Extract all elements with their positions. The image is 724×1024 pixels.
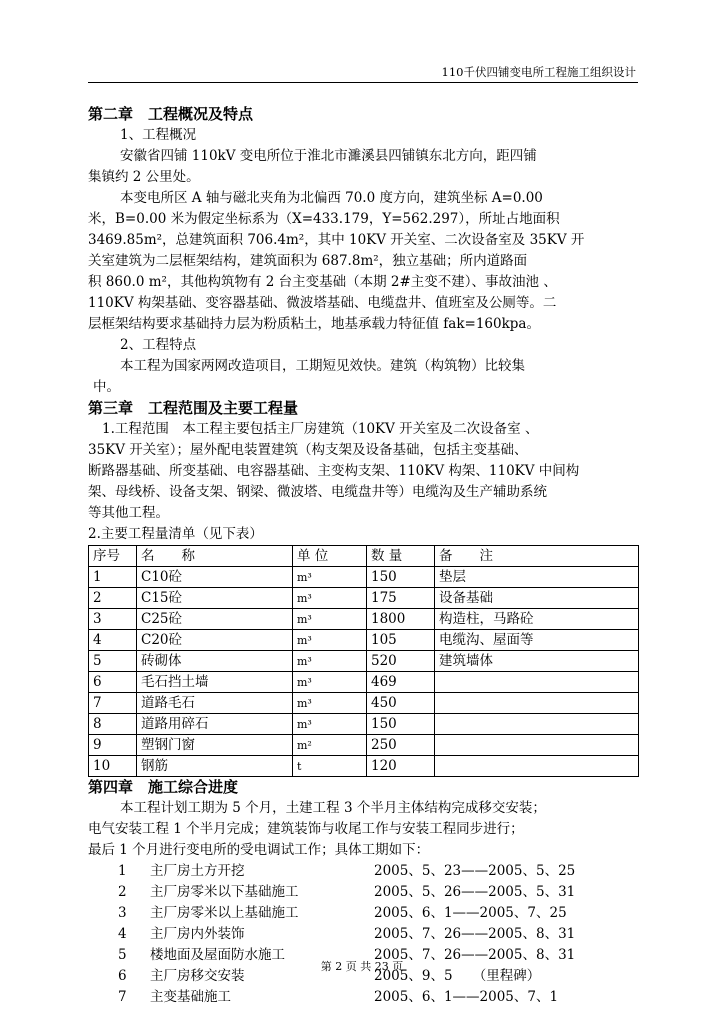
table-cell: m² <box>293 735 367 756</box>
paragraph-line: 安徽省四铺 110kV 变电所位于淮北市濉溪县四铺镇东北方向，距四铺 <box>120 148 537 164</box>
document-body <box>88 104 644 1008</box>
table-cell: 8 <box>89 714 137 735</box>
table-cell: m³ <box>293 609 367 630</box>
table-cell: 10 <box>89 756 137 777</box>
schedule-task: 主厂房移交安装 <box>150 968 245 984</box>
table-cell: 469 <box>367 672 435 693</box>
schedule-period: 2005、7、26——2005、8、31 <box>374 947 576 963</box>
table-cell <box>435 735 639 756</box>
table-cell: 建筑墙体 <box>435 651 639 672</box>
table-cell <box>435 672 639 693</box>
paragraph-line: 米，B=0.00 米为假定坐标系为（X=433.179，Y=562.297），所址占地面积 <box>88 211 560 227</box>
paragraph-line: 本工程计划工期为 5 个月，土建工程 3 个半月主体结构完成移交安装； <box>120 800 546 816</box>
schedule-number: 7 <box>118 989 127 1005</box>
table-cell: m³ <box>293 693 367 714</box>
table-header-cell: 名 称 <box>137 546 293 567</box>
table-row <box>89 609 639 630</box>
table-cell: 9 <box>89 735 137 756</box>
schedule-task: 主厂房内外装饰 <box>150 926 245 942</box>
paragraph-line: 断路器基础、所变基础、电容器基础、主变构支架、110KV 构架、110KV 中间构 <box>88 463 580 479</box>
chapter-2-heading: 第二章 工程概况及特点 <box>88 105 254 123</box>
table-header-cell: 单 位 <box>293 546 367 567</box>
table-cell: m³ <box>293 651 367 672</box>
schedule-item <box>88 903 644 924</box>
table-cell: 塑钢门窗 <box>137 735 293 756</box>
table-cell: 钢筋 <box>137 756 293 777</box>
paragraph-line: 积 860.0 m²，其他构筑物有 2 台主变基础（本期 2#主变不建）、事故油池 、 <box>88 274 557 290</box>
table-header-cell: 数 量 <box>367 546 435 567</box>
table-row <box>89 693 639 714</box>
table-header-cell: 序号 <box>89 546 137 567</box>
table-cell: 3 <box>89 609 137 630</box>
table-cell: m³ <box>293 714 367 735</box>
schedule-task: 主厂房零米以上基础施工 <box>150 905 299 921</box>
table-row <box>89 651 639 672</box>
paragraph-line: 中。 <box>93 379 120 395</box>
table-cell: 520 <box>367 651 435 672</box>
table-cell: 电缆沟、屋面等 <box>435 630 639 651</box>
schedule-period: 2005、6、1——2005、7、25 <box>374 905 567 921</box>
schedule-item <box>88 882 644 903</box>
schedule-period: 2005、6、1——2005、7、1 <box>374 989 559 1005</box>
schedule-period: 2005、5、26——2005、5、31 <box>374 884 576 900</box>
section-title: 2、工程特点 <box>120 337 197 353</box>
paragraph-line: 本工程为国家两网改造项目，工期短见效快。建筑（构筑物）比较集 <box>120 358 525 374</box>
table-cell: m³ <box>293 630 367 651</box>
paragraph-line: 35KV 开关室）；屋外配电装置建筑（构支架及设备基础，包括主变基础、 <box>88 442 528 458</box>
table-cell: C20砼 <box>137 630 293 651</box>
table-cell <box>435 714 639 735</box>
table-cell: 4 <box>89 630 137 651</box>
table-cell <box>435 693 639 714</box>
schedule-period: 2005、7、26——2005、8、31 <box>374 926 576 942</box>
schedule-item <box>88 987 644 1008</box>
schedule-task: 楼地面及屋面防水施工 <box>150 947 285 963</box>
paragraph-line: 3469.85m²，总建筑面积 706.4m²，其中 10KV 开关室、二次设备室及 35KV 开 <box>88 232 585 248</box>
schedule-number: 1 <box>118 863 127 879</box>
chapter-3-heading: 第三章 工程范围及主要工程量 <box>88 399 299 417</box>
table-cell: C15砼 <box>137 588 293 609</box>
table-cell: 道路毛石 <box>137 693 293 714</box>
table-cell: 设备基础 <box>435 588 639 609</box>
table-cell: 1 <box>89 567 137 588</box>
table-row <box>89 714 639 735</box>
table-cell: 450 <box>367 693 435 714</box>
table-row <box>89 567 639 588</box>
paragraph-line: 层框架结构要求基础持力层为粉质粘土，地基承载力特征值 fak=160kpa。 <box>88 316 540 332</box>
paragraph-line: 本变电所区 A 轴与磁北夹角为北偏西 70.0 度方向，建筑坐标 A=0.00 <box>120 190 543 206</box>
table-cell: C25砼 <box>137 609 293 630</box>
paragraph-line: 110KV 构架基础、变容器基础、微波塔基础、电缆盘井、值班室及公厕等。二 <box>88 295 557 311</box>
schedule-number: 6 <box>118 968 127 984</box>
paragraph-line: 最后 1 个月进行变电所的受电调试工作；具体工期如下： <box>88 842 430 858</box>
schedule-number: 5 <box>118 947 127 963</box>
schedule-period: 2005、5、23——2005、5、25 <box>374 863 576 879</box>
table-cell: C10砼 <box>137 567 293 588</box>
table-row <box>89 672 639 693</box>
table-cell: m³ <box>293 672 367 693</box>
header-title: 110千伏四铺变电所工程施工组织设计 <box>441 65 636 79</box>
table-row <box>89 630 639 651</box>
table-cell: 175 <box>367 588 435 609</box>
page-number: 第 2 页 共 23 页 <box>320 960 404 973</box>
table-row <box>89 588 639 609</box>
table-cell: 6 <box>89 672 137 693</box>
table-row <box>89 756 639 777</box>
table-cell <box>435 756 639 777</box>
paragraph-line: 电气安装工程 1 个半月完成；建筑装饰与收尾工作与安装工程同步进行； <box>88 821 524 837</box>
table-cell: 构造柱，马路砼 <box>435 609 639 630</box>
page-footer <box>0 958 724 974</box>
table-header-row <box>89 546 639 567</box>
schedule-task: 主厂房零米以下基础施工 <box>150 884 299 900</box>
paragraph-line: 等其他工程。 <box>88 505 169 521</box>
table-cell: t <box>293 756 367 777</box>
table-cell: 150 <box>367 714 435 735</box>
chapter-4-heading: 第四章 施工综合进度 <box>88 778 239 796</box>
table-cell: 5 <box>89 651 137 672</box>
table-cell: m³ <box>293 588 367 609</box>
table-cell: 105 <box>367 630 435 651</box>
page-header <box>88 62 638 83</box>
table-cell: 砖砌体 <box>137 651 293 672</box>
section-title: 1、工程概况 <box>120 127 197 143</box>
schedule-number: 2 <box>118 884 127 900</box>
table-caption: 2.主要工程量清单（见下表） <box>88 526 263 542</box>
table-cell: m³ <box>293 567 367 588</box>
paragraph-line: 关室建筑为二层框架结构，建筑面积为 687.8m²，独立基础；所内道路面 <box>88 253 528 269</box>
table-cell: 1800 <box>367 609 435 630</box>
schedule-task: 主变基础施工 <box>150 989 231 1005</box>
table-cell: 120 <box>367 756 435 777</box>
paragraph-line: 1.工程范围 本工程主要包括主厂房建筑（10KV 开关室及二次设备室 、 <box>102 421 539 437</box>
table-header-cell: 备 注 <box>435 546 639 567</box>
quantity-table <box>88 545 639 777</box>
table-row <box>89 735 639 756</box>
schedule-item <box>88 861 644 882</box>
paragraph-line: 架、母线桥、设备支架、钢梁、微波塔、电缆盘井等）电缆沟及生产辅助系统 <box>88 484 547 500</box>
schedule-period: 2005、9、5 （里程碑） <box>374 968 541 984</box>
table-cell: 150 <box>367 567 435 588</box>
schedule-number: 3 <box>118 905 127 921</box>
table-cell: 2 <box>89 588 137 609</box>
table-cell: 250 <box>367 735 435 756</box>
schedule-task: 主厂房土方开挖 <box>150 863 245 879</box>
table-cell: 毛石挡土墙 <box>137 672 293 693</box>
table-cell: 7 <box>89 693 137 714</box>
schedule-number: 4 <box>118 926 127 942</box>
schedule-item <box>88 924 644 945</box>
table-cell: 垫层 <box>435 567 639 588</box>
table-cell: 道路用碎石 <box>137 714 293 735</box>
paragraph-line: 集镇约 2 公里处。 <box>88 169 200 185</box>
